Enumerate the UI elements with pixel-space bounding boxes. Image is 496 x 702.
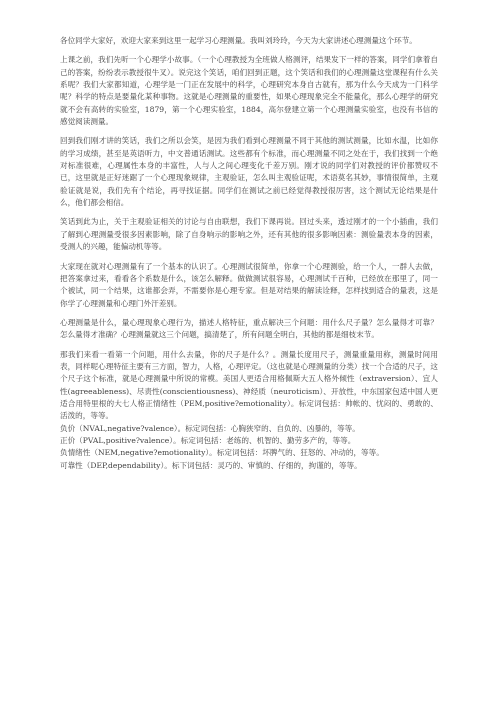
- story-paragraph: 上课之前，我们先听一个心理学小故事。（一个心理教授为全班做人格测评，结果发下一样的答案，同学们拿着自己的答案，纷纷表示教授很牛叉）。说完这个笑话，咱们回到正题，这个笑话和我们的心理测量这堂课程有什么关系呢？我们大家都知道，心理学是一门正在发展中的科学，心理研究本身自古就有，那为什么今天成为一门科学呢？科学的特点是要量化某种事物。这就是心理测量的重要性，如果心理现象完全不能量化，那么心理学的研究就不会有高转的实验室，1879，第一个心理实验室，1884，高尔登建立第一个心理测量实验室，也没有书信的感觉阅读测量。: [60, 55, 438, 127]
- trait-line-negative-emotionality: 负情绪性（NEM,negative?emotionality）。标定词包括：坏脾气的、狂怒的、冲动的，等等。: [60, 448, 384, 458]
- definition-paragraph: 心理测量是什么，量心理现象心理行为，描述人格特征，重点解决三个问题：用什么尺子量？怎么量得才可靠？怎么量得才准确？心理测量就这三个问题，搞清楚了，所有问题全明白，其他的都是细枝末节。: [60, 317, 438, 340]
- measuring-tool-paragraph: 那我们来看一看第一个问题，用什么去量，你的尺子是什么？。测量长度用尺子，测量重量用称，测量时间用表，同样呢心理特征主要有三方面，智力，人格，心理评定。（这也就是心理测量的分类）找一个合适的尺子，这个尺子这个标准，就是心理测量中所说的常模。美国人更适合用格佩斯大五人格外倾性（extraversion）、宜人性(agreeableness)、尽责性(conscientiousness)、神经质（neuroticism）、开放性，中东国家包适中国人更适合用特里根的大七人格正情绪性（PEM,positive?emotionality）。标定词包括：帅帐的、忧闷的、勇敢的、活泼的，等等。: [60, 349, 438, 421]
- document-body: [60, 35, 438, 472]
- basic-understanding-paragraph: 大家现在就对心理测量有了一个基本的认识了。心理测试很简单，你拿一个心理测验，给一个人，一群人去做，把答案拿过来，看看各个系数是什么，该怎么解释。做做测试很容易，心理测试千百种，已经放在那里了，同一个被试，同一个结果，这谁都会弄，不需要你是心理专家。但是对结果的解读诠释，怎样找到适合的量表，这是你学了心理测量和心理门外汗差别。: [60, 261, 438, 308]
- joke-explanation-paragraph: 回到我们刚才讲的笑话，我们之所以会笑，是因为我们看到心理测量不同于其他的测试测量，比如水温，比如你的学习成绩，甚至是英语听力，中文普通话测试。这些都有个标准，而心理测量不同之处在于，我们找到一个绝对标准很难，心理属性本身的丰富性，人与人之间心理变化千差万别。刚才说的同学们对教授的评价都赞叹不已，这里就是正好迷踞了一个心理现象规律，主观验证，怎么叫主观验证呢，术语莫名其妙，事情很简单，主观验证就是说，我们先有个结论，再寻找证据。同学们在测试之前已经觉得教授很厉害，这个测试无论结果是什么，他们都会相信。: [60, 136, 438, 208]
- influence-factors-paragraph: 笑话到此为止，关于主观验证相关的讨论与自由联想，我们下课再说。回过头来，透过刚才的一个小插曲，我们了解到心理测量受很多因素影响，除了自身响示的影响之外，还有其他的很多影响因素：测验量表本身的因素，受测人的兴趣，能偏动机等等。: [60, 217, 438, 252]
- trait-line-dependability: 可靠性（DEP,dependability）。标下词包括：灵巧的、审慎的、仔细的，拘谨的，等等。: [60, 460, 362, 470]
- intro-paragraph: 各位同学大家好，欢迎大家来到这里一起学习心理测量。我叫刘玲玲，今天为大家讲述心理测量这个环节。: [60, 36, 417, 45]
- trait-line-negative-valence: 负价（NVAL,negative?valence）。标定词包括：心胸狭窄的、自负的、凶暴的，等等。: [60, 423, 360, 433]
- trait-line-positive-valence: 正价（PVAL,positive?valence）。标定词包括：老练的、机智的、勤劳多产的，等等。: [60, 435, 356, 445]
